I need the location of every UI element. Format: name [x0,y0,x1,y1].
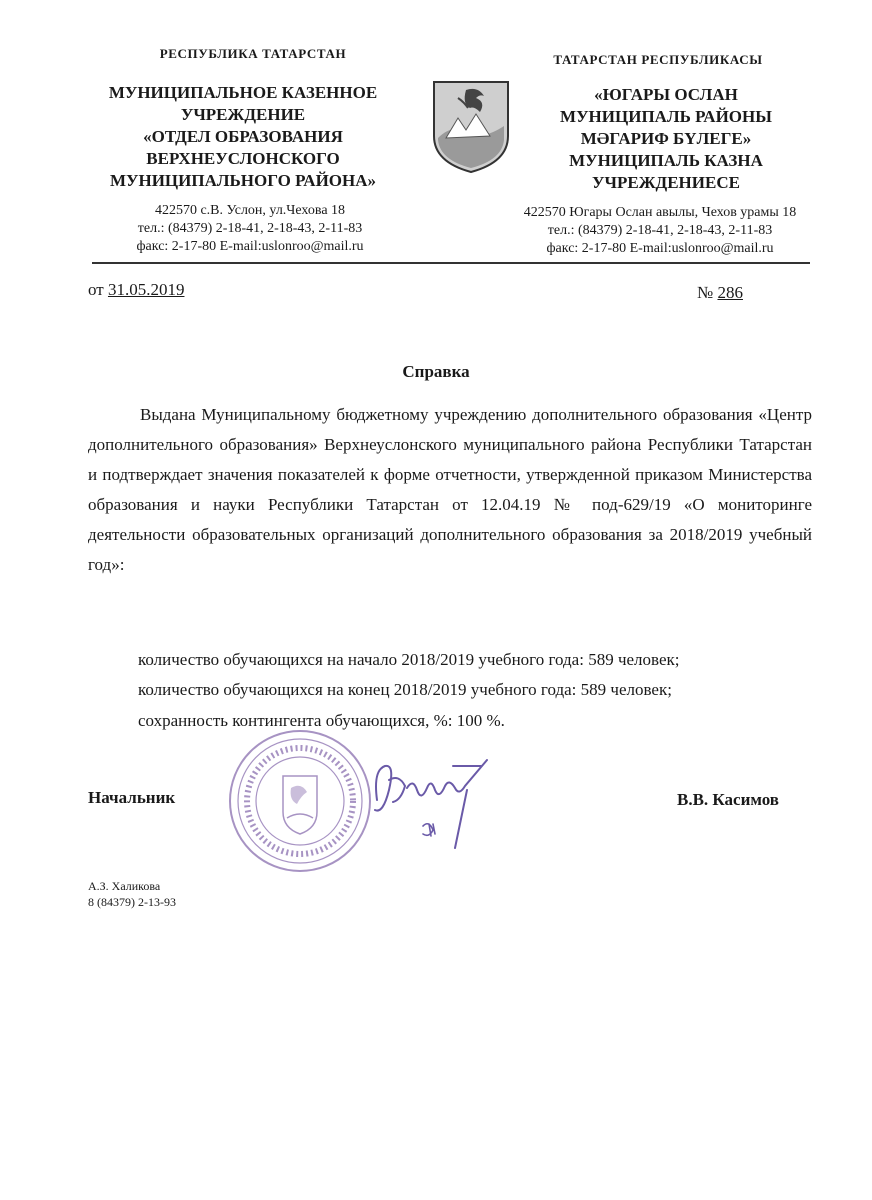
org-line: «ЮГАРЫ ОСЛАН [594,85,738,104]
executor-info [88,878,176,910]
list-item: количество обучающихся на конец 2018/2019 учебного года: 589 человек; [138,680,672,699]
organization-name-left [88,82,398,192]
org-line: УЧРЕЖДЕНИЕ [180,105,306,124]
date-prefix: от [88,280,108,299]
handwritten-signature-icon [355,730,505,850]
org-line: МУНИЦИПАЛЬ РАЙОНЫ [560,107,772,126]
republic-name-right: ТАТАРСТАН РЕСПУБЛИКАСЫ [553,52,763,67]
contacts-left [110,202,390,256]
signatory-position: Начальник [88,788,176,807]
org-line: МӘГАРИФ БҮЛЕГЕ» [580,129,752,148]
coat-of-arms-emblem-icon [428,78,514,174]
republic-name-left: РЕСПУБЛИКА ТАТАРСТАН [159,46,347,61]
org-line: «ОТДЕЛ ОБРАЗОВАНИЯ [143,127,343,146]
document-date [88,280,184,300]
org-line: МУНИЦИПАЛЬНОЕ КАЗЕННОЕ [108,83,378,102]
address-right: 422570 Югары Ослан авылы, Чехов урамы 18 [523,205,797,220]
address-left: 422570 с.В. Услон, ул.Чехова 18 [154,203,346,218]
number-value: 286 [717,283,743,302]
org-line: МУНИЦИПАЛЬ КАЗНА [569,151,763,170]
organization-name-right [526,84,806,194]
list-item: количество обучающихся на начало 2018/2019 учебного года: 589 человек; [138,650,680,669]
signatory-name: В.В. Касимов [677,790,779,809]
document-number [697,283,743,303]
org-line: МУНИЦИПАЛЬНОГО РАЙОНА» [109,171,377,190]
fax-email-right: факс: 2-17-80 E-mail:uslonroo@mail.ru [546,241,774,256]
executor-phone: 8 (84379) 2-13-93 [88,895,176,909]
list-item: сохранность контингента обучающихся, %: 100 %. [138,711,505,730]
contacts-right [500,204,820,258]
number-prefix: № [697,283,718,302]
date-value: 31.05.2019 [107,280,185,299]
document-body: Выдана Муниципальному бюджетному учреждению дополнительного образования «Центр дополнительного образования» Верхнеуслонского муниципального района Республики Татарстан и подтверждает значения показателей к форме отчетности, утвержденной приказом Министерства образования и науки Республики Татарстан от 12.04.19 № под-629/19 «О мониторинге деятельности образовательных организаций дополнительного образования за 2018/2019 учебный год»: [88,405,812,574]
phones-right: тел.: (84379) 2-18-41, 2-18-43, 2-11-83 [547,223,773,238]
phones-left: тел.: (84379) 2-18-41, 2-18-43, 2-11-83 [137,221,363,236]
official-round-stamp-icon [225,726,375,876]
org-line: ВЕРХНЕУСЛОНСКОГО [146,149,340,168]
document-title: Справка [402,362,470,381]
org-line: УЧРЕЖДЕНИЕСЕ [592,173,740,192]
fax-email-left: факс: 2-17-80 E-mail:uslonroo@mail.ru [136,239,364,254]
executor-name: А.З. Халикова [88,879,161,893]
header-divider [92,262,810,264]
